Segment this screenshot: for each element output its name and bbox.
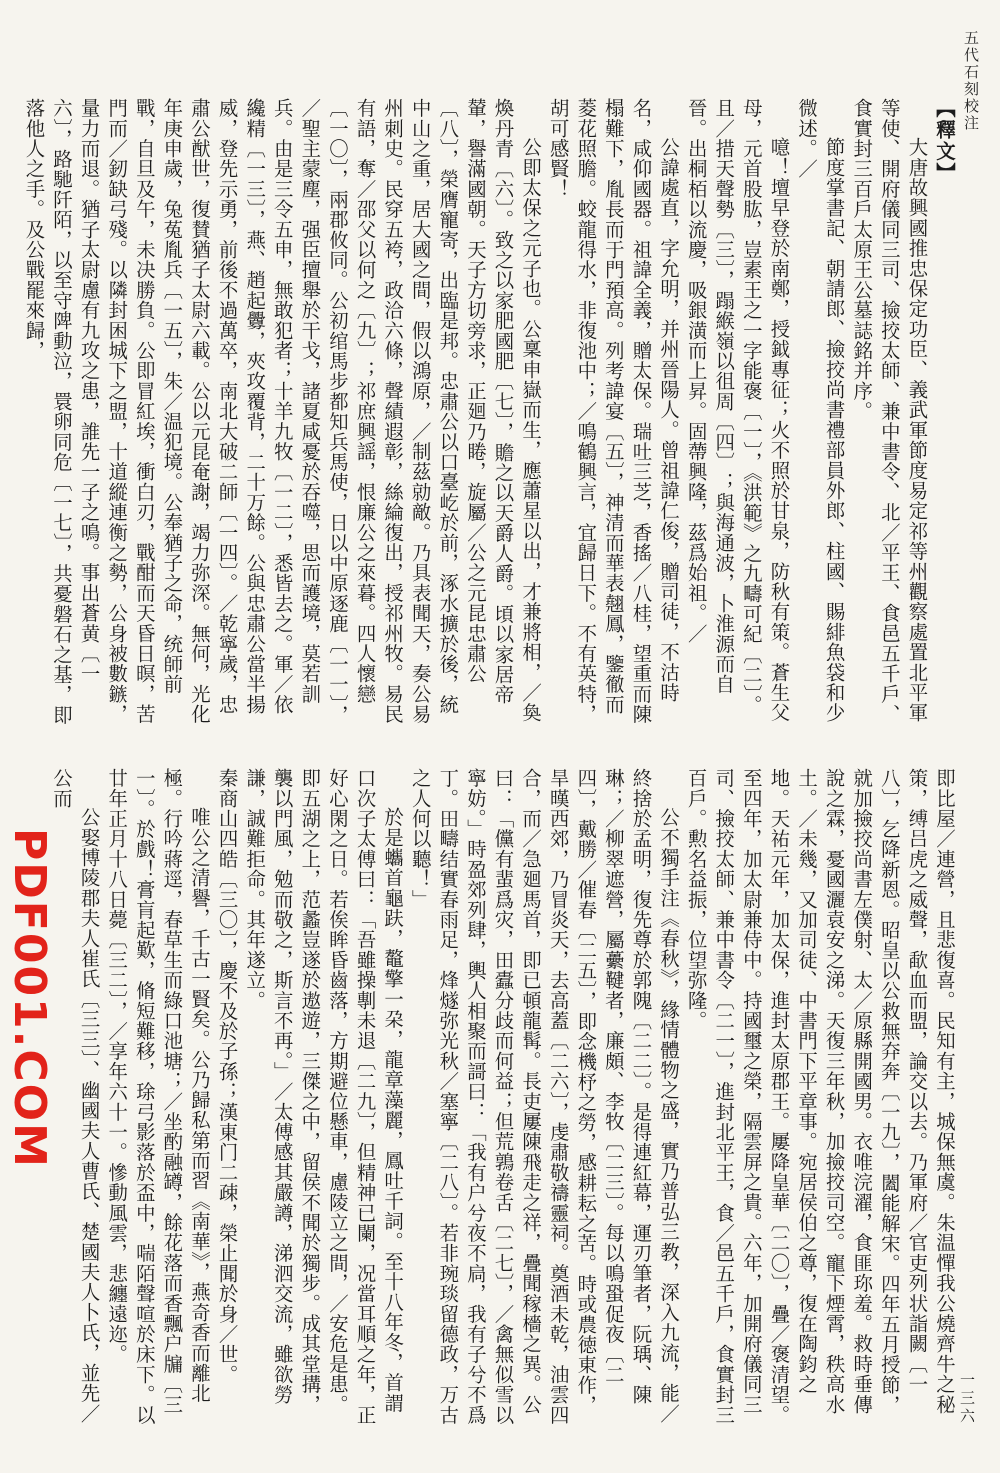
paragraph-title: 大唐故興國推忠保定功臣、義武軍節度易定祁等州觀察處置北平軍等使、開府儀同三司、撿挍太師、兼中書令、北／平王、食邑五千戶、食實封三百戶太原王公墓誌銘并序。: [850, 98, 929, 725]
section-heading: 【釋文】: [933, 98, 956, 184]
paragraph-preface: 噫！壇早登於南鄭，授鉞專征；火不照於甘泉，防秋有策。蒼生父母，元首股肱，豈素王之一字能褒〔一〕，《洪範》之九疇可紀〔二〕。且／措天聲勢〔三〕，蹋緱嶺以徂周〔四〕；與海通波，卜淮源而自晉。出桐栢以流慶，吸銀潢而上昇。固蔕興隆，茲爲始祖。／: [684, 98, 791, 723]
watermark: PDF001.COM: [4, 828, 55, 1169]
paragraph-retirement: 於是蠵首龜趺，鼇擎一朶，龍章藻麗，鳳吐千詞。至十八年冬，首謂口次子太傅曰：「吾雖操剸未退〔二九〕，但精神已闌，况當耳順之年，正好心閑之日。若俟眸昏齒落，方期避位懸車，慮陵立之間，／安危是患。即五湖之上，范蠡豈遂於遨遊，三傑之中，留侯不聞於獨步。成其堂搆，襲以門風，勉而敬之，斯言不再。」／太傅感其嚴譐，涕泗交流，雖欲勞謙，誠難拒命。其年遂立。: [243, 768, 405, 1425]
paragraph-virtue: 公不獨手注《春秋》，緣情體物之盛，實乃普弘三教，深入九流，能／終捨於孟明，復先尊於郭隗〔二二〕。是得連紅幕，運刃筆者，阮瑀、陳琳；／柳翠遮營，屬虆鞬者，廉頗、李牧〔二三〕。每以鳴蛩促夜〔二四〕，戴勝／催春〔二五〕，即念機杼之勞，感耕耘之苦。時或農徳東作，旱暵西郊，乃冒炎天，去高蓋〔二六〕，虔肅敬禱靈祠。奠酒未乾，油雲四合，而／急廻馬首，即已頓龍髯。長吏屢陳飛走之祥，疊聞稼檣之異。公曰：「儻有蜚爲灾，田蠹分歧而何益；但荒鶉卷舌〔二七〕，／禽無似雪以寧妨。」時盈郊列肆，輿人相聚而謌曰：「我有户兮夜不扃，我有子兮不爲丁。田疇结實春雨足，烽燧弥光秋／塞寧〔二八〕。若非琬琰留德政，万古之人何以聽！」: [408, 768, 681, 1425]
paragraph-author: 節度掌書記、朝請郎、撿挍尚書禮部員外郎、柱國、賜緋魚袋和少微述。／: [795, 98, 846, 723]
paragraph-death: 唯公之清譽，千古一賢矣。公乃歸私第而習《南華》，燕奇香而離北極。行吟蔣逕，春草生而綠口池塘；／坐酌融罇，餘花落而香飄户牖〔三一〕。於戲！膏肓起歎，脩短難移，㻌弓影落於盃中，喘陌聲喧於床下。以廿年正月十八日薨〔三二〕，／享年六十一。慘動風雲，悲纏遠迩。: [105, 768, 211, 1425]
paragraph-continuation: 即比屋／連營，且悲復喜。民知有主，城保無虞。朱温憚我公燒齊牛之秘策，缚吕虎之威聲，歃血而盟，論交以去。乃軍府／官吏列状詣闕〔一八〕，乞降新恩。昭皇以公救無㚏奔〔一九〕，闔能解宋。四年五月授節，就加撿挍尚書左僕射、太／原縣開國男。衣唯浣濯，食匪珎羞。救時垂傳說之霖，憂國灑袁安之涕。天復三年秋，加撿挍司空。寵下煙霄，秩高水土。／未幾，又加司徒、中書門下平章事。宛居侯伯之尊，復在陶鈞之地。天祐元年，加太保，進封太原郡王。屢降皇華〔二〇〕，疊／褒清望。至四年，加太尉兼侍中。持國璽之榮，隔雲屏之貴。六年，加開府儀同三司、撿挍太師、兼中書令〔二一〕，進封北平王，食／邑五千戶，食實封三百戶。勲名益振，位望弥隆。: [684, 768, 956, 1425]
text-block-lower: [50, 768, 958, 1432]
page-number: 一三六: [958, 1372, 976, 1426]
paragraph-family: 公娶博陵郡夫人崔氏〔三三〕、幽國夫人曹氏、楚國夫人卜氏，並先／公而: [50, 768, 101, 1424]
running-title: 五代石刻校注: [962, 30, 980, 132]
paragraph-ancestry: 公諱處直，字允明，并州晉陽人。曾祖諱仁俊，贈司徒，不沽時名，咸仰國器。祖諱全義，贈太保。瑞吐三芝，香搖／八桂，望重而陳榻難下，胤長而于門預高。列考諱宴〔五〕，神清而華表翹鳳，鑒徹而菱花照膽。蛟龍得水，非復池中；／鳴鶴興言，宜歸日下。不有英特，胡可感賢！: [546, 98, 681, 725]
paragraph-four-elders: 秦商山四皓〔三〇〕，慶不及於子孫；漢東门二疎，榮止聞於身／世。: [215, 768, 239, 1385]
paragraph-career: 公即太保之元子也。公稟申嶽而生，應蕭星以出，才兼將相，／奐煥丹青〔六〕。致之以家肥國肥〔七〕，贍之以天爵人爵。頃以家居帝輦，譽滿國朝。天子方切旁求，正廻乃睠，旋屬／公之元昆忠肅公〔八〕，榮膺寵寄，出臨是邦。忠肅公以口臺屹於前，涿水擴於後，統中山之重，居大國之間，假以鴻原，／制茲勍敵。乃具表聞天，奏公易州刺史。民穿五袴，政洽六條，聲績遐彰，絲綸復出，授祁州牧。易民有語，奪／邵父以何之〔九〕；祁庶興謡，恨廉公之來暮。四人懷戀〔一〇〕，兩郡攸同。公初绾馬步都知兵馬使，日以中原逐鹿〔一一〕，／聖主蒙塵，强臣擅舉於干戈，諸夏咸憂於吞噬，思而護境，莫若訓兵。由是三令五申，無敢犯者；十羊九牧〔一二〕，悉皆去之。軍／依纔精〔一三〕，燕、趙起釁，夾攻覆背，二十万餘。公與忠肅公當半揚威，登先示勇，前後不過萬卒，南北大破二師〔一四〕。／乾寧歲，忠肅公猷世，復賛猶子太尉六載。公以元昆奄謝，竭力弥深。無何，光化年庚申歲，兔菟胤兵〔一五〕，朱／温犯境。公奉猶子之命，统師前戰，自旦及午，未决勝負。公即冒紅埃，衝白刃，戰酣而天昏日暝，苦門而／釰缺弓殘。以隣封困城下之盟，十道縱連衡之勢，公身被數鏃，量力而退。猶子太尉慮有九攻之患，誰先一子之鳴。事出蒼黄〔一六〕，路馳阡陌，以至守陴動泣，睘卵同危〔一七〕，共憂磐石之基，即落他人之手。及公戰罷來歸，: [22, 98, 543, 725]
text-block-upper: [22, 98, 958, 728]
